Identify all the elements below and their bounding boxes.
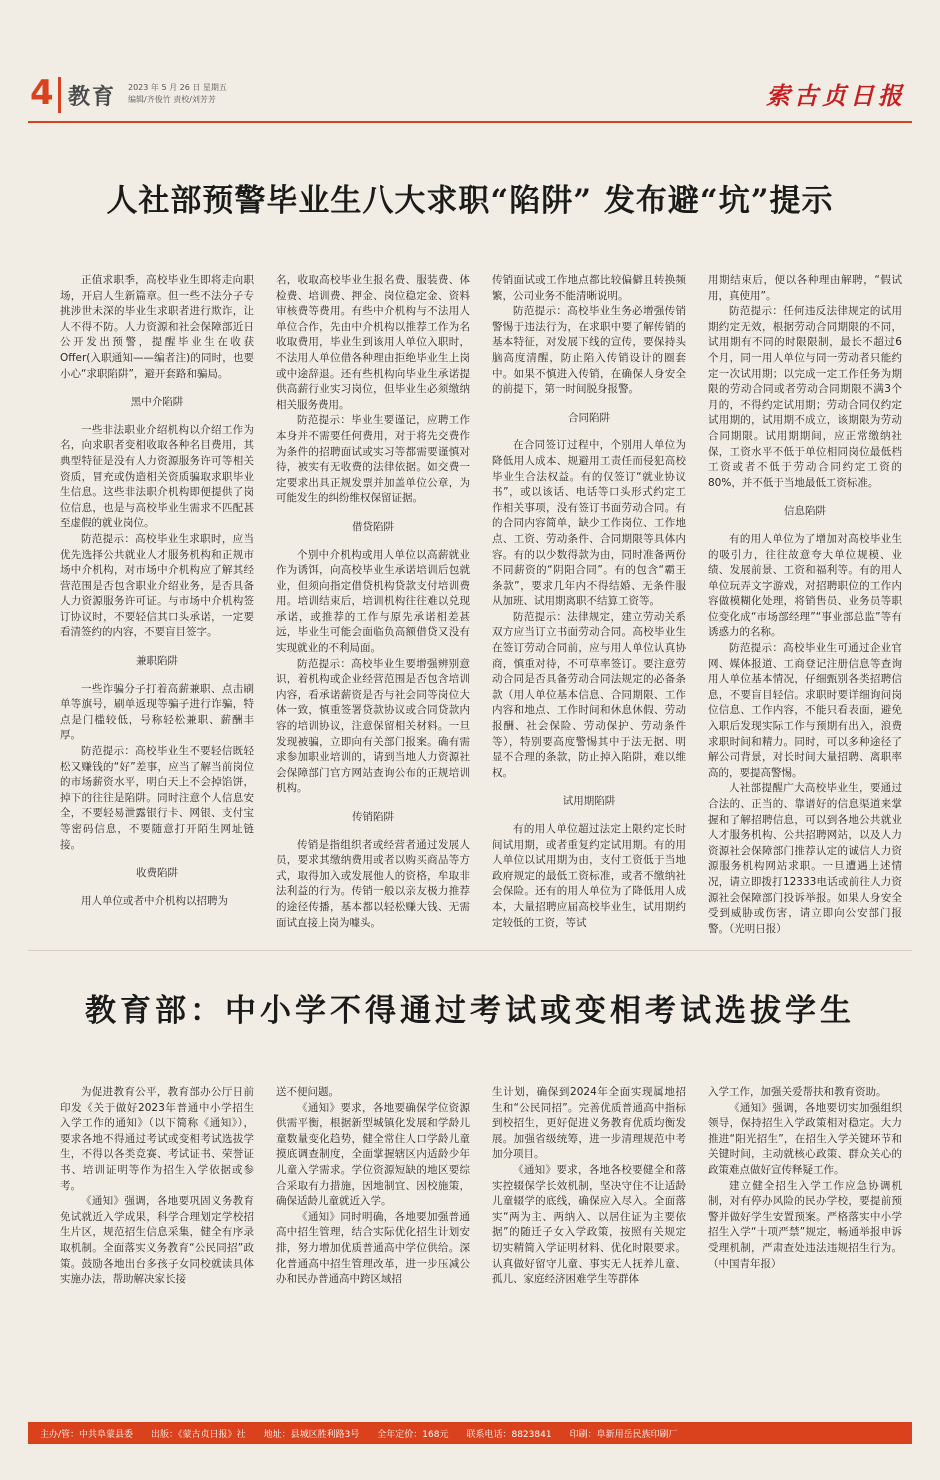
body-paragraph: 《通知》同时明确，各地要加强普通高中招生管理，结合实际优化招生计划安排，努力增加优质普通高中学位供给。深化普通高中招生管理改革，进一步压减公办和民办普通高中跨区域招 [276, 1210, 470, 1286]
body-paragraph: 名，收取高校毕业生报名费、服装费、体检费、培训费、押金、岗位稳定金、资料审核费等费用。有些中介机构与不法用人单位合作，先由中介机构以推荐工作为名收取费用，毕业生到该用人单位入职时，不法用人单位借各种理由拒绝毕业生上岗或中途辞退。还有些机构向毕业生承诺提供高薪行业实习岗位，但毕业生必须缴纳相关服务费用。 [276, 274, 470, 411]
section-subhead: 合同陷阱 [568, 411, 610, 424]
article2-column [60, 1085, 254, 1300]
section-name: 教育 [68, 85, 117, 110]
article1-headline: 人社部预警毕业生八大求职“陷阱” 发布避“坑”提示 [106, 183, 834, 219]
body-paragraph: 传销面试或工作地点都比较偏僻且转换频繁，公司业务不能清晰说明。 [492, 274, 686, 302]
header-divider-bar [58, 77, 61, 113]
body-paragraph: 有的用人单位超过法定上限约定长时间试用期，或者重复约定试用期。有的用人单位以试用期为由，支付工资低于当地政府规定的最低工资标准，或者不缴纳社会保险。还有的用人单位为了降低用人成本，大量招聘应届高校毕业生，试用期约定较低的工资，等试 [492, 823, 686, 929]
article1-column [276, 273, 470, 929]
body-paragraph: 《通知》强调，各地要巩固义务教育免试就近入学成果，科学合理划定学校招生片区，规范招生信息采集，健全有序录取机制。全面落实义务教育“公民同招”政策。鼓励各地出台多孩子女同校就读具体实施办法，帮助解决家长接 [60, 1195, 254, 1286]
article1-body [60, 273, 908, 935]
section-subhead: 信息陷阱 [784, 505, 826, 518]
article2-body [60, 1085, 908, 1300]
footer-phone: 联系电话：8823841 [466, 1429, 552, 1440]
header-rule [28, 121, 912, 123]
issue-date: 2023 年 5 月 26 日 星期五 [128, 83, 227, 92]
body-paragraph: 一些非法职业介绍机构以介绍工作为名，向求职者变相收取各种名目费用，其典型特征是没有人力资源服务许可等相关资质，冒充或伪造相关资质骗取求职毕业生信息。这些非法职介机构即便提供了岗位信息，也是与高校毕业生需求不匹配甚至虚假的就业岗位。 [60, 423, 254, 530]
article1-column [60, 273, 254, 905]
body-paragraph: 用人单位或者中介机构以招聘为 [81, 894, 228, 907]
section-subhead: 传销陷阱 [352, 811, 394, 823]
section-subhead: 收费陷阱 [136, 867, 178, 880]
body-paragraph: 防范提示：高校毕业生不要轻信既轻松又赚钱的“好”差事，应当了解当前岗位的市场薪资水平，明白天上不会掉馅饼，掉下的往往是陷阱。同时注意个人信息安全，不要轻易泄露银行卡、网银、支付宝等密码信息，不要随意打开陌生网址链接。 [60, 745, 254, 851]
body-paragraph: 防范提示：高校毕业生求职时，应当优先选择公共就业人才服务机构和正规市场中介机构，对市场中介机构应了解其经营范围是否包含职业介绍业务，是否具备人力资源服务许可证。与市场中介机构签订协议时，不要轻信其口头承诺，一定要看清签约的内容，不要盲目签字。 [60, 532, 254, 639]
article2-column [708, 1085, 902, 1300]
page-header [28, 68, 912, 118]
body-paragraph: 有的用人单位为了增加对高校毕业生的吸引力，往往故意夸大单位规模、业绩、发展前景、工资和福利等。有的用人单位玩弄文字游戏，对招聘职位的工作内容做模糊化处理，将销售员、业务员等职位变化成“市场部经理”“事业部总监”等有诱惑力的名称。 [708, 532, 902, 639]
article-divider [28, 950, 912, 951]
body-paragraph: 《通知》要求，各地要确保学位资源供需平衡，根据新型城镇化发展和学龄儿童数量变化趋势，健全常住人口学龄儿童摸底调查制度，全面掌握辖区内适龄少年儿童入学需求。学位资源短缺的地区要综合采取有力措施，因地制宜、因校施策，确保适龄儿童就近入学。 [276, 1101, 470, 1208]
body-paragraph: 防范提示：高校毕业生可通过企业官网、媒体报道、工商登记注册信息等查询用人单位基本情况，仔细甄别各类招聘信息，不要盲目轻信。求职时要详细询问岗位信息、工作内容，不能只看表面，避免入职后发现实际工作与预期有出入，浪费求职时间和精力。同时，可以多种途径了解公司背景，对长时间大量招聘、离职率高的，要提高警惕。 [708, 642, 902, 779]
article1-column [492, 273, 686, 929]
newspaper-masthead: 索古贞日报 [766, 81, 906, 110]
section-subhead: 试用期陷阱 [562, 795, 616, 808]
body-paragraph: 传销是指组织者或经营者通过发展人员，要求其缴纳费用或者以购买商品等方式，取得加入或发展他人的资格，牟取非法利益的行为。传销一般以亲友极力推荐的途径传播，基本都以轻松赚大钱、无需面试直接上岗为噱头。 [276, 838, 470, 929]
page-number: 4 [30, 73, 54, 113]
footer-printer: 印刷：阜新用岳民族印刷厂 [569, 1429, 678, 1440]
footer-price: 全年定价：168元 [377, 1429, 449, 1440]
body-paragraph: 生计划，确保到2024年全面实现属地招生和“公民同招”。完善优质普通高中指标到校招生，更好促进义务教育优质均衡发展。加强省级统筹，进一步清理规范中考加分项目。 [492, 1086, 686, 1161]
article2-column [276, 1085, 470, 1300]
body-paragraph: 防范提示：高校毕业生要增强辨别意识，着机构或企业经营范围是否包含培训内容，看承诺薪资是否与社会同等岗位大体一致，慎重签署贷款协议或合同贷款内容的培训协议，注意保留相关材料。一旦发现被骗，立即向有关部门报案。确有需求参加职业培训的，请到当地人力资源社会保障部门官方网站查询公布的正规培训机构。 [276, 657, 470, 795]
body-paragraph: 《通知》强调，各地要切实加强组织领导，保持招生入学政策相对稳定。大力推进“阳光招生”，在招生入学关键环节和关键时间，主动就核心政策、群众关心的政策难点做好宣传释疑工作。 [708, 1101, 902, 1176]
page-footer [28, 1422, 912, 1444]
article1-column [708, 273, 902, 935]
body-paragraph: 入学工作，加强关爱帮扶和教育资助。 [708, 1086, 887, 1098]
body-paragraph: 正值求职季，高校毕业生即将走向职场，开启人生新篇章。但一些不法分子专挑涉世未深的毕业生求职者进行欺诈，让人不得不防。人力资源和社会保障部近日公开发出预警，提醒毕业生在收获Offer(入职通知——编者注)的同时，也要小心“求职陷阱”，避开套路和骗局。 [60, 274, 254, 380]
body-paragraph: 防范提示：毕业生要谨记，应聘工作本身并不需要任何费用，对于将先交费作为条件的招聘面试或实习等都需要谨慎对待，被实有无收费的法律依据。如交费一定要求出具正规发票并加盖单位公章，为可能发生的纠纷维权保留证据。 [276, 414, 470, 505]
body-paragraph: 在合同签订过程中，个别用人单位为降低用人成本、规避用工责任而侵犯高校毕业生合法权益。有的仅签订“就业协议书”，或以该话、电话等口头形式约定工作相关事项，没有签订书面劳动合同。有的合同内容简单，缺少工作岗位、工作地点、工资、劳动条件、合同期限等具体内容。有的以少数得款为由，同时准备两份不同薪资的“阴阳合同”。有的包含“霸王条款”，要求几年内不得结婚、无条件服从加班、试用期离职不结算工资等。 [492, 439, 686, 608]
body-paragraph: 防范提示：高校毕业生务必增强传销警惕于违法行为，在求职中要了解传销的基本特征，对发展下线的宣传，要保持头脑高度清醒，防止陷入传销设计的圈套中。如果不慎进入传销，在确保人身安全的前提下，第一时间脱身报警。 [492, 305, 686, 396]
section-subhead: 兼职陷阱 [136, 655, 178, 668]
section-subhead: 黑中介陷阱 [130, 396, 184, 409]
body-paragraph: 《通知》要求，各地各校要健全和落实控辍保学长效机制，坚决守住不让适龄儿童辍学的底线，确保应入尽入。全面落实“两为主、两纳入、以居住证为主要依据”的随迁子女入学政策，按照有关规定切实精简入学证明材料、优化时限要求。认真做好留守儿童、事实无人抚养儿童、孤儿、家庭经济困难学生等群体 [492, 1163, 686, 1286]
body-paragraph: 防范提示：任何违反法律规定的试用期约定无效，根据劳动合同期限的不同，试用期有不同的时限限制，最长不超过6个月，同一用人单位与同一劳动者只能约定一次试用期；以完成一定工作任务为期限的劳动合同或者劳动合同期限不满3个月的，不得约定试用期；劳动合同仅约定试用期的，试用期不成立，该期限为劳动合同期限。试用期期间，应正常缴纳社保，工资水平不低于单位相同岗位最低档工资或者不低于劳动合同约定工资的80%，并不低于当地最低工资标准。 [708, 305, 902, 489]
body-paragraph: 送不便问题。 [276, 1086, 339, 1098]
body-paragraph: 人社部提醒广大高校毕业生，要通过合法的、正当的、靠谱好的信息渠道来掌握和了解招聘信息，可以到各地公共就业人才服务机构、公共招聘网站，以及人力资源社会保障部门推荐认定的诚信人力资源服务机构网站求职。一旦遭遇上述情况，请立即拨打12333电话或前往人力资源社会保障部门投诉举报。如果人身安全受到威胁或伤害，请立即向公安部门报警。（光明日报） [708, 782, 902, 935]
editors-line: 编辑/齐俊竹 责校/刘芳芳 [128, 95, 216, 104]
section-subhead: 借贷陷阱 [352, 520, 394, 533]
body-paragraph: 建立健全招生入学工作应急协调机制，对有停办风险的民办学校，要提前预警并做好学生安置预案。严格落实中小学招生入学“十项严禁”规定，畅通举报申诉受理机制，严肃查处违法违规招生行为。 （中国青年报） [708, 1179, 902, 1270]
body-paragraph: 一些诈骗分子打着高薪兼职、点击刷单等旗号，刷单返现等骗子进行诈骗，特点是门槛较低，号称轻松兼职、薪酬丰厚。 [60, 682, 254, 742]
article2-headline: 教育部：中小学不得通过考试或变相考试选拔学生 [85, 993, 855, 1029]
body-paragraph: 个别中介机构或用人单位以高薪就业作为诱饵，向高校毕业生承诺培训后包就业，但须向指定借贷机构贷款支付培训费用。培训结束后，培训机构往往难以兑现承诺，或推荐的工作与原先承诺相差甚远，毕业生可能会面临负高额借贷又没有实现就业的不利局面。 [276, 548, 470, 655]
body-paragraph: 防范提示：法律规定，建立劳动关系双方应当订立书面劳动合同。高校毕业生在签订劳动合同前，应与用人单位认真协商，慎重对待，不可草率签订。要注意劳动合同是否具备劳动合同法规定的必备条款（用人单位基本信息、合同期限、工作内容和地点、工作时间和休息休假、劳动报酬、社会保险、劳动保护、劳动条件等），特别要高度警惕其中于法无据、明显不合理的条款，防止掉入陷阱，难以维权。 [492, 610, 686, 779]
footer-publisher: 主办/管：中共阜蒙县委 [40, 1429, 134, 1440]
body-paragraph: 用期结束后，便以各种理由解聘，“假试用，真使用”。 [708, 274, 902, 302]
body-paragraph: 为促进教育公平，教育部办公厅日前印发《关于做好2023年普通中小学招生入学工作的通知》（以下简称《通知》），要求各地不得通过考试或变相考试选拔学生，不得以各类竞赛、考试证书、荣誉证书、培训证明等作为招生入学依据或参考。 [60, 1086, 254, 1192]
footer-press: 出版：《蒙古贞日报》社 [151, 1429, 246, 1440]
footer-address: 地址：县城区胜利路3号 [263, 1429, 360, 1440]
article2-column [492, 1085, 686, 1300]
